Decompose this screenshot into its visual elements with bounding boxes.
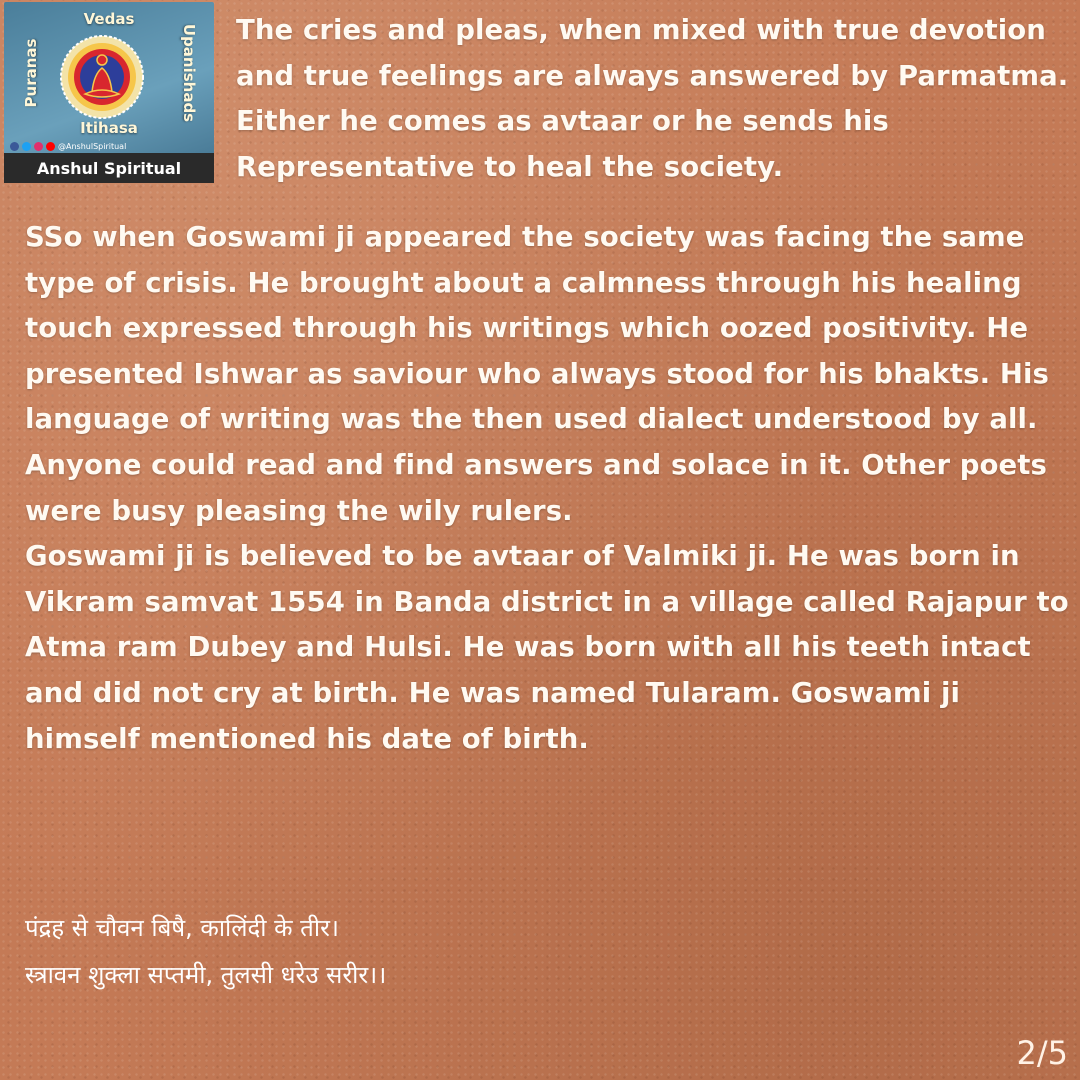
logo-word-upanishads: Upanishads	[180, 23, 198, 123]
paragraph: Goswami ji is believed to be avtaar of Valmiki ji. He was born in Vikram samvat 1554 in Banda district in a village called Rajapur to Atma ram Dubey and Hulsi. He was born with all his teeth intact and did not cry at birth. He was named Tularam. Goswami ji himself mentioned his date of birth.	[25, 540, 1069, 755]
instagram-icon	[34, 142, 43, 151]
logo-banner: Anshul Spiritual	[4, 153, 214, 183]
body-text	[25, 215, 1070, 762]
hindi-verse	[25, 905, 925, 999]
page-number: 2/5	[1016, 1034, 1068, 1072]
meditation-emblem-icon	[59, 34, 145, 120]
verse-line: पंद्रह से चौवन बिषै, कालिंदी के तीर।	[25, 914, 339, 942]
logo-word-puranas: Puranas	[22, 38, 40, 108]
twitter-icon	[22, 142, 31, 151]
facebook-icon	[10, 142, 19, 151]
social-handle: @AnshulSpiritual	[58, 142, 127, 151]
paragraph: SSo when Goswami ji appeared the society was facing the same type of crisis. He brought about a calmness through his healing touch expressed through his writings which oozed positivity. He presented Ishwar as saviour who always stood for his bhakts. His language of writing was the then used dialect understood by all. Anyone could read and find answers and solace in it. Other poets were busy pleasing the wily rulers.	[25, 221, 1049, 527]
social-icons-row	[10, 142, 126, 151]
intro-text: The cries and pleas, when mixed with true devotion and true feelings are always answered by Parmatma. Either he comes as avtaar or he sends his Representative to heal the society.	[236, 14, 1069, 183]
logo-word-vedas: Vedas	[83, 10, 135, 28]
logo-badge	[4, 2, 214, 183]
logo-word-itihasa: Itihasa	[80, 119, 138, 137]
youtube-icon	[46, 142, 55, 151]
verse-line: स्त्रावन शुक्ला सप्तमी, तुलसी धरेउ सरीर।।	[25, 961, 387, 989]
